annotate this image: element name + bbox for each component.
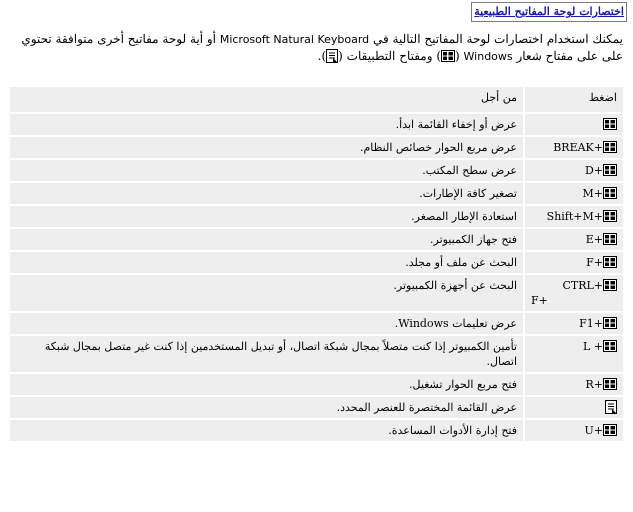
table-row [10, 206, 623, 227]
shortcut-key [586, 377, 618, 392]
os-name: Windows [463, 50, 513, 63]
windows-logo-icon [603, 340, 617, 352]
shortcut-key [553, 140, 617, 155]
shortcut-key-label: U+ [584, 424, 603, 437]
shortcut-action: فتح مربع الحوار تشغيل. [10, 374, 523, 395]
table-row [10, 374, 623, 395]
shortcut-key-cell [525, 137, 623, 158]
shortcut-action: البحث عن ملف أو مجلد. [10, 252, 523, 273]
application-key-icon [605, 400, 617, 414]
shortcut-key-label: R+ [585, 378, 603, 391]
intro-text-1: يمكنك استخدام اختصارات لوحة المفاتيح التالية في [373, 32, 623, 46]
shortcut-action: فتح جهاز الكمبيوتر. [10, 229, 523, 250]
windows-logo-icon [603, 233, 617, 245]
shortcut-action: تأمين الكمبيوتر إذا كنت متصلاً بمجال شبكة اتصال، أو تبديل المستخدمين إذا كنت غير متصل بمجال شبكة اتصال. [10, 336, 523, 372]
shortcut-key-cell [525, 420, 623, 441]
page-title[interactable]: اختصارات لوحة المفاتيح الطبيعية [471, 2, 627, 22]
intro-text-2: أو أية لوحة مفاتيح أخرى متوافقة تحتوي على على مفتاح شعار [21, 32, 623, 63]
shortcut-key-cell [525, 374, 623, 395]
shortcut-action: فتح إدارة الأدوات المساعدة. [10, 420, 523, 441]
shortcut-key-label-2: F+ [531, 294, 548, 307]
table-row [10, 397, 623, 418]
shortcut-action: عرض تعليمات Windows. [10, 313, 523, 334]
table-row [10, 183, 623, 204]
shortcut-action: عرض مربع الحوار خصائص النظام. [10, 137, 523, 158]
windows-logo-icon [603, 164, 617, 176]
shortcut-key-cell [525, 114, 623, 135]
shortcut-action: استعادة الإطار المصغر. [10, 206, 523, 227]
shortcut-key-label: L + [582, 340, 603, 353]
shortcut-key [585, 423, 618, 438]
table-row [10, 313, 623, 334]
shortcut-key [603, 117, 617, 132]
shortcut-key [583, 186, 617, 201]
shortcut-key [579, 316, 617, 331]
table-row [10, 275, 623, 311]
table-row [10, 420, 623, 441]
table-header-row [10, 87, 623, 112]
intro-end: . [317, 49, 322, 63]
shortcut-key-cell [525, 160, 623, 181]
shortcut-key-label: BREAK+ [553, 141, 603, 154]
table-row [10, 160, 623, 181]
shortcut-key [585, 163, 617, 178]
shortcut-action: البحث عن أجهزة الكمبيوتر. [10, 275, 523, 311]
windows-logo-icon [603, 210, 617, 222]
shortcut-key-cell [525, 275, 623, 311]
shortcut-key [583, 339, 617, 354]
header-action: من أجل [10, 87, 523, 112]
shortcut-key-cell [525, 206, 623, 227]
shortcut-key-label: D+ [584, 164, 603, 177]
shortcut-action: عرض أو إخفاء القائمة ابدأ. [10, 114, 523, 135]
shortcut-key-label: CTRL+ [562, 279, 603, 292]
shortcut-key-cell [525, 183, 623, 204]
shortcut-key-cell [525, 336, 623, 372]
application-key-icon [326, 49, 338, 63]
keyboard-name: Microsoft Natural Keyboard [219, 33, 370, 46]
table-row [10, 252, 623, 273]
table-row [10, 137, 623, 158]
shortcut-key [586, 232, 617, 247]
shortcut-key-label: F1+ [579, 317, 603, 330]
shortcut-key-cell [525, 313, 623, 334]
windows-logo-icon [603, 424, 617, 436]
shortcut-action: عرض القائمة المختصرة للعنصر المحدد. [10, 397, 523, 418]
intro-paragraph: يمكنك استخدام اختصارات لوحة المفاتيح التالية في Microsoft Natural Keyboard أو أية لوحة مفاتيح أخرى متوافقة تحتوي على على مفتاح شعار Windows ( ) ومفتاح التطبيقات (). [21, 32, 623, 63]
shortcut-key-cell [525, 252, 623, 273]
header-key: اضغط [525, 87, 623, 112]
table-row [10, 336, 623, 372]
shortcut-action: عرض سطح المكتب. [10, 160, 523, 181]
shortcut-key [547, 209, 617, 224]
windows-logo-icon [603, 279, 617, 291]
shortcut-key-label: F+ [586, 256, 603, 269]
table-row [10, 229, 623, 250]
windows-logo-icon [603, 118, 617, 130]
shortcut-key [586, 255, 617, 270]
shortcut-key-label: Shift+M+ [546, 210, 603, 223]
windows-logo-icon [603, 256, 617, 268]
shortcut-key-cell [525, 397, 623, 418]
shortcut-key-cell [525, 229, 623, 250]
shortcut-key-label: M+ [582, 187, 603, 200]
table-row [10, 114, 623, 135]
shortcut-key [562, 278, 617, 293]
shortcut-key [605, 400, 617, 415]
shortcut-key-label: E+ [585, 233, 603, 246]
windows-logo-icon [603, 141, 617, 153]
shortcut-action: تصغير كافة الإطارات. [10, 183, 523, 204]
windows-logo-icon [441, 50, 455, 62]
windows-logo-icon [603, 378, 617, 390]
windows-logo-icon [603, 187, 617, 199]
intro-text-3: ومفتاح التطبيقات [346, 49, 433, 63]
windows-logo-icon [603, 317, 617, 329]
shortcuts-table [8, 85, 625, 443]
